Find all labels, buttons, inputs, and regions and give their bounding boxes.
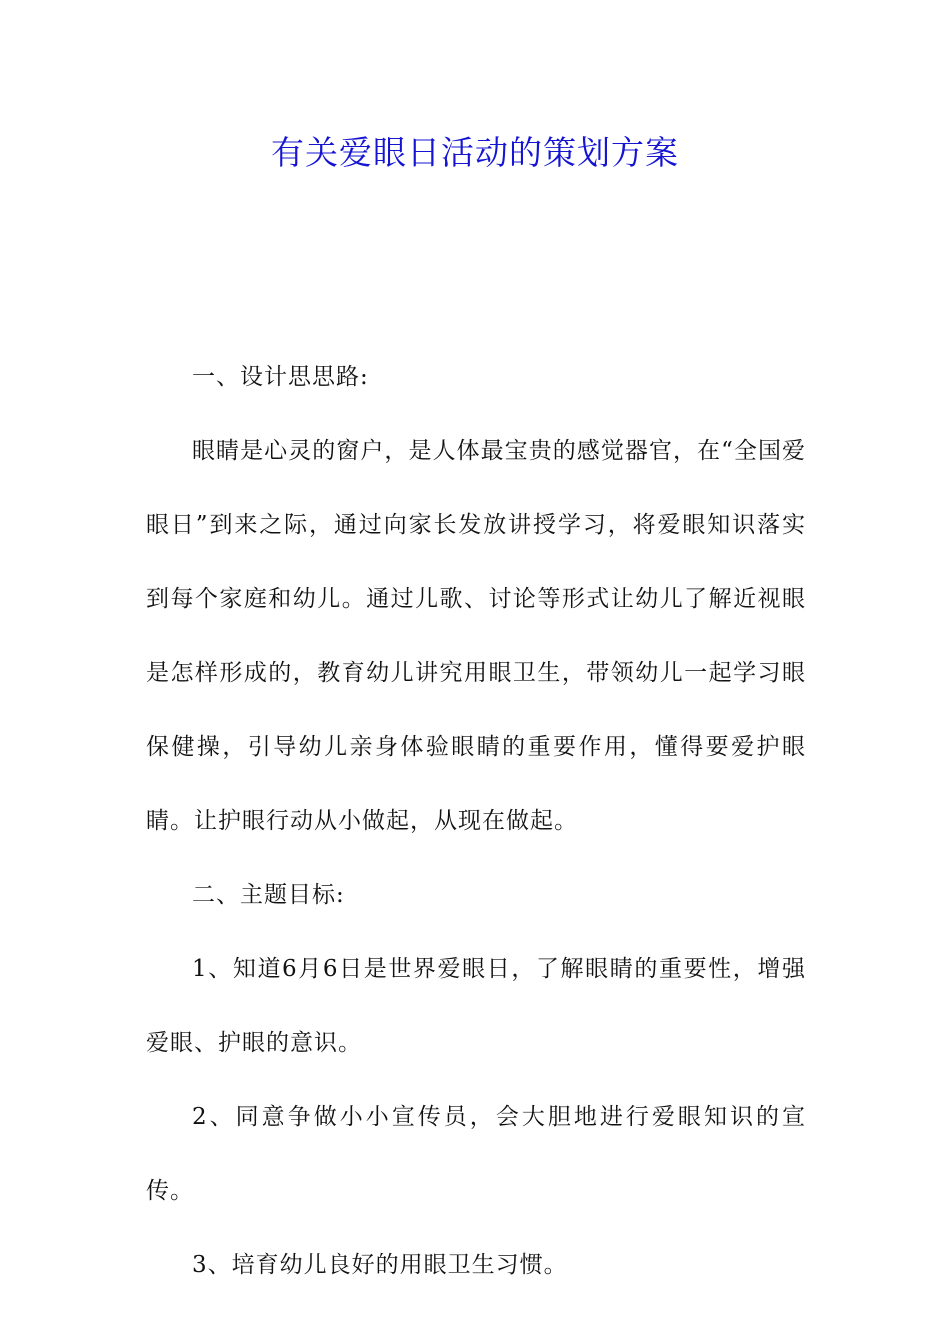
goal-item-2: 2、同意争做小小宣传员，会大胆地进行爱眼知识的宣传。 xyxy=(146,1104,806,1204)
section-heading-design: 一、设计思思路: xyxy=(192,364,369,390)
section-heading-goals: 二、主题目标: xyxy=(192,882,345,908)
document-body xyxy=(146,340,806,1302)
document-title: 有关爱眼日活动的策划方案 xyxy=(271,133,679,172)
paragraph-design-rationale: 眼睛是心灵的窗户，是人体最宝贵的感觉器官，在“全国爱眼日”到来之际，通过向家长发放讲授学习，将爱眼知识落实到每个家庭和幼儿。通过儿歌、讨论等形式让幼儿了解近视眼是怎样形成的，教育幼儿讲究用眼卫生，带领幼儿一起学习眼保健操，引导幼儿亲身体验眼睛的重要作用，懂得要爱护眼睛。让护眼行动从小做起，从现在做起。 xyxy=(146,438,806,834)
goal-item-1: 1、知道6月6日是世界爱眼日，了解眼睛的重要性，增强爱眼、护眼的意识。 xyxy=(146,956,806,1056)
goal-item-3: 3、培育幼儿良好的用眼卫生习惯。 xyxy=(192,1252,568,1278)
